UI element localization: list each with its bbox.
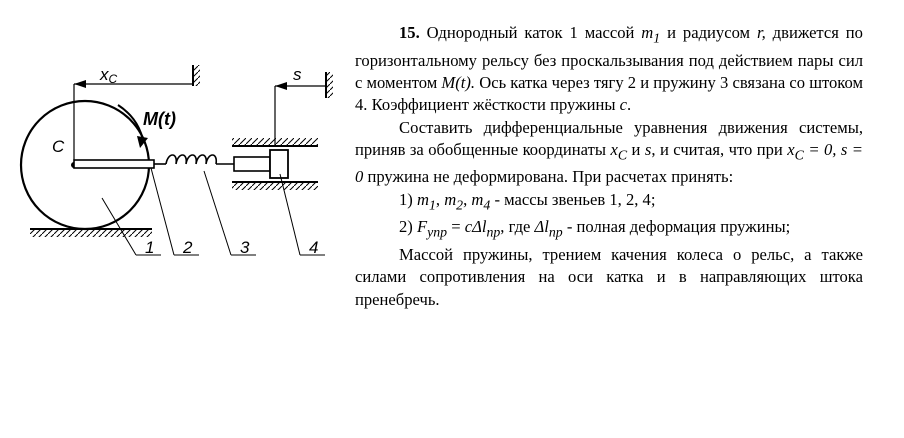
slider-4	[270, 150, 288, 178]
center-label: C	[52, 137, 65, 156]
problem-paragraph-4: 2) $F_{упр} = c\Delta l_{пр}$, где $\Delta l_{пр}$ - полная деформация пружины;	[399, 217, 791, 240]
problem-paragraph-1: 15. Однородный каток 1 массой $m_1$ и радиусом r, движется по горизонтальному рельсу без проскальзывания под действием пары сил с моментом M(t). Ось катка через тягу 2 и пружину 3 связана со штоком 4. Коэффициент жёсткости пружины c.	[355, 23, 864, 115]
guide-upper	[232, 138, 318, 146]
moment-label: M(t)	[143, 109, 176, 129]
rod-2	[74, 160, 154, 168]
problem-number: 15.	[399, 23, 420, 42]
s-arrow	[275, 82, 325, 145]
mechanism-figure	[0, 0, 360, 433]
wall-left	[193, 65, 200, 86]
xc-label: xC	[100, 65, 118, 86]
problem-paragraph-5: Массой пружины, трением качения колеса о рельс, а также силами сопротивления на оси катка и в направляющих штока пренебречь.	[355, 244, 863, 309]
s-label: s	[293, 65, 302, 84]
spring-3	[166, 155, 216, 164]
number-2-label: 2	[183, 238, 193, 257]
problem-paragraph-2: Составить дифференциальные уравнения движения системы, приняв за обобщенные координаты $x_C$ и s, и считая, что при $x_C = 0$, s = 0 пружина не деформирована. При расчетах принять:	[355, 117, 863, 187]
stem-4	[234, 157, 270, 171]
mechanism-diagram	[0, 0, 360, 433]
wall-right	[326, 72, 333, 98]
number-1-label: 1	[145, 238, 155, 257]
number-4-label: 4	[309, 238, 319, 257]
problem-paragraph-3: 1) $m_1$, $m_2$, $m_4$ - массы звеньев 1, 2, 4;	[399, 189, 656, 213]
number-3-label: 3	[240, 238, 250, 257]
problem-text	[355, 22, 863, 311]
guide-lower	[232, 182, 318, 190]
rail-ground	[30, 229, 152, 237]
